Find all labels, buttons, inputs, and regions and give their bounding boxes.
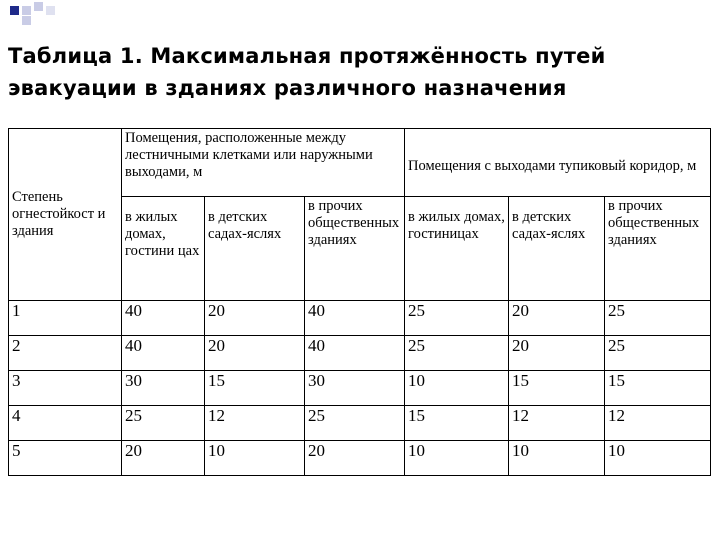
value-cell: 10 <box>405 371 509 406</box>
value-cell: 25 <box>305 406 405 441</box>
subheader-kindergarten: в детских садах-яслях <box>205 197 305 301</box>
degree-cell: 1 <box>9 301 122 336</box>
table-row <box>9 441 711 476</box>
evacuation-table <box>8 128 711 476</box>
header-group-between-stairs: Помещения, расположенные между лестничными клетками или наружными выходами, м <box>122 129 405 197</box>
header-fire-resistance: Степень огнестойкост и здания <box>9 129 122 301</box>
value-cell: 10 <box>605 441 711 476</box>
value-cell: 12 <box>605 406 711 441</box>
subheader-residential: в жилых домах, гостиницах <box>405 197 509 301</box>
decorative-squares-icon <box>0 0 120 30</box>
degree-cell: 4 <box>9 406 122 441</box>
subheader-public: в прочих общественных зданиях <box>605 197 711 301</box>
value-cell: 20 <box>205 301 305 336</box>
value-cell: 15 <box>405 406 509 441</box>
value-cell: 20 <box>509 336 605 371</box>
header-row-groups <box>9 129 711 197</box>
value-cell: 20 <box>509 301 605 336</box>
value-cell: 20 <box>305 441 405 476</box>
page-title: Таблица 1. Максимальная протяжённость путей эвакуации в зданиях различного назначения <box>8 44 606 100</box>
value-cell: 30 <box>122 371 205 406</box>
value-cell: 15 <box>205 371 305 406</box>
value-cell: 10 <box>205 441 305 476</box>
subheader-public: в прочих общественных зданиях <box>305 197 405 301</box>
degree-cell: 5 <box>9 441 122 476</box>
table-row <box>9 371 711 406</box>
value-cell: 25 <box>122 406 205 441</box>
value-cell: 25 <box>605 336 711 371</box>
value-cell: 40 <box>122 336 205 371</box>
subheader-residential: в жилых домах, гостини цах <box>122 197 205 301</box>
value-cell: 12 <box>205 406 305 441</box>
value-cell: 25 <box>405 301 509 336</box>
value-cell: 10 <box>509 441 605 476</box>
value-cell: 12 <box>509 406 605 441</box>
value-cell: 40 <box>305 336 405 371</box>
value-cell: 40 <box>122 301 205 336</box>
value-cell: 25 <box>405 336 509 371</box>
table-row <box>9 406 711 441</box>
table-row <box>9 336 711 371</box>
subheader-kindergarten: в детских садах-яслях <box>509 197 605 301</box>
value-cell: 20 <box>122 441 205 476</box>
value-cell: 30 <box>305 371 405 406</box>
value-cell: 15 <box>509 371 605 406</box>
value-cell: 10 <box>405 441 509 476</box>
value-cell: 20 <box>205 336 305 371</box>
degree-cell: 2 <box>9 336 122 371</box>
table-row <box>9 301 711 336</box>
value-cell: 40 <box>305 301 405 336</box>
degree-cell: 3 <box>9 371 122 406</box>
header-group-dead-end: Помещения с выходами тупиковый коридор, м <box>405 129 711 197</box>
value-cell: 15 <box>605 371 711 406</box>
value-cell: 25 <box>605 301 711 336</box>
